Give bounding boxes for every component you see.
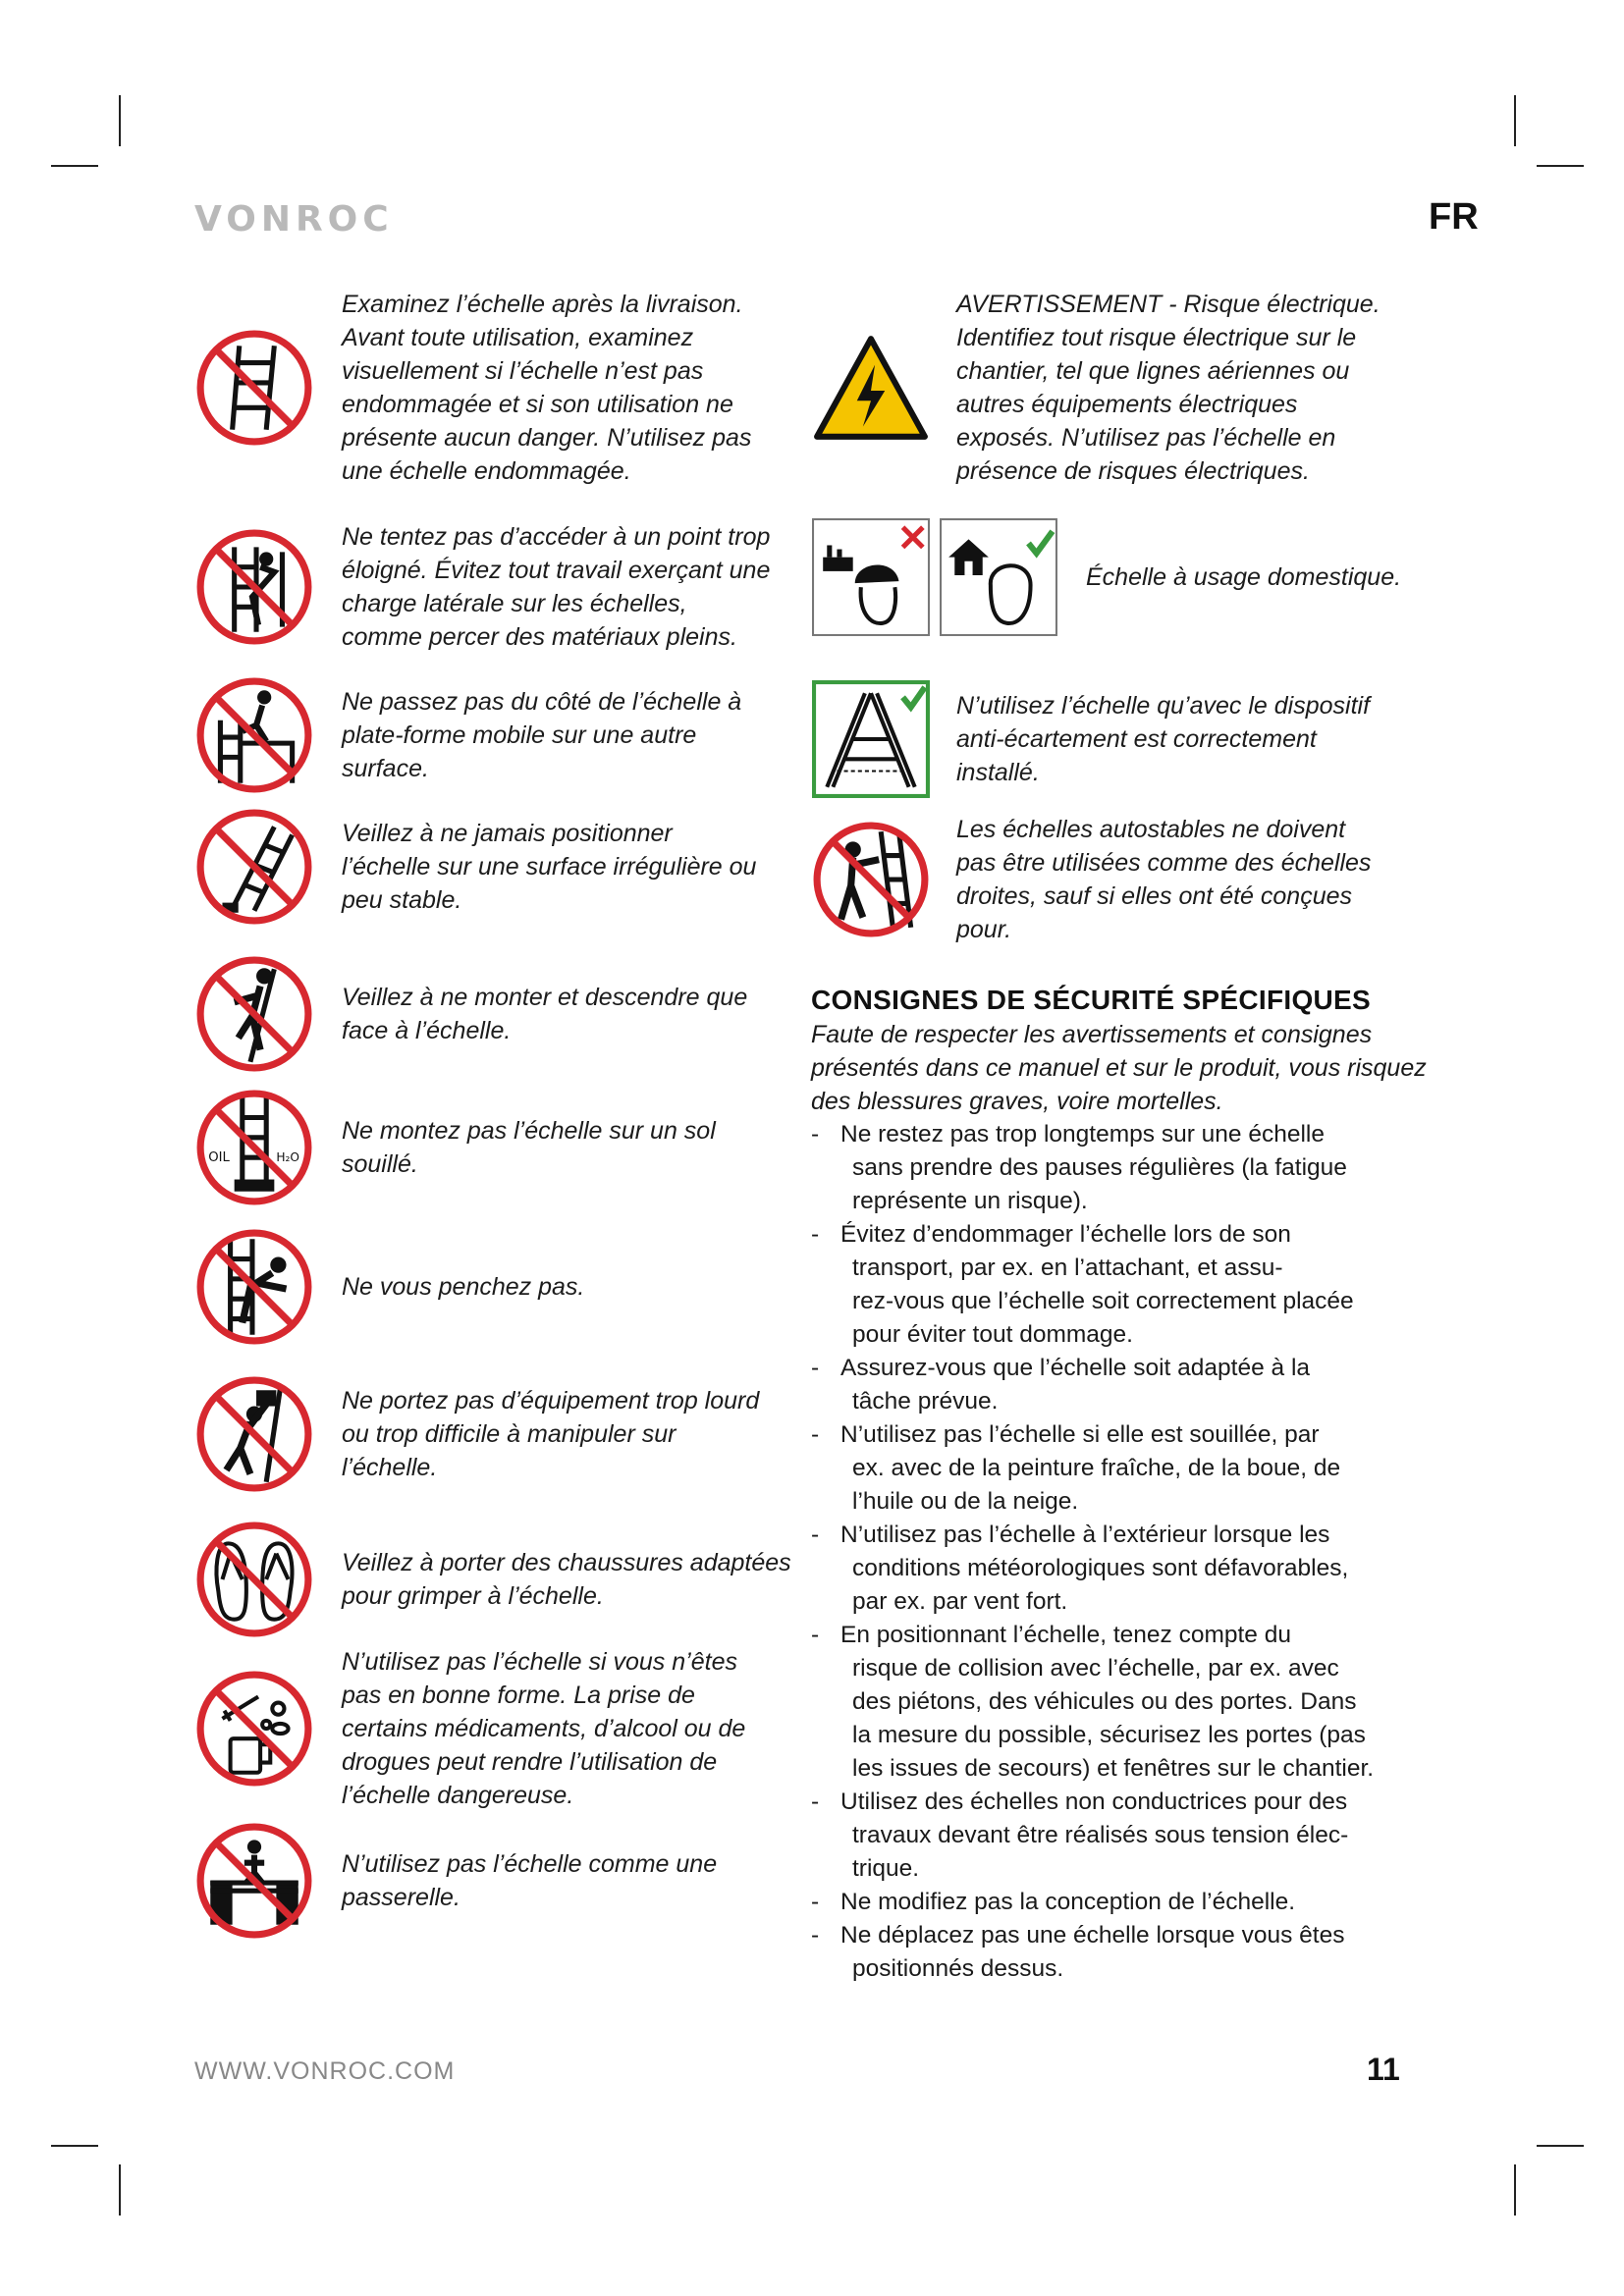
text-line: éloigné. Évitez tout travail exerçant une <box>342 557 771 584</box>
bullet-dash: - <box>811 1522 820 1548</box>
bullet-line: sans prendre des pauses régulières (la fatigue <box>852 1154 1347 1181</box>
leaning-prohibition-icon <box>194 1227 314 1347</box>
drugs-alcohol-prohibition-icon <box>194 1669 314 1789</box>
safety-item <box>194 288 751 488</box>
text-line: N’utilisez pas l’échelle si vous n’êtes <box>342 1648 737 1676</box>
bullet-line: représente un risque). <box>852 1188 1088 1214</box>
text-line: pour. <box>956 916 1012 943</box>
list-item <box>811 1118 1449 1218</box>
text-line: visuellement si l’échelle n’est pas <box>342 357 704 385</box>
text-line: autres équipements électriques <box>956 391 1298 418</box>
text-line: Ne vous penchez pas. <box>342 1273 585 1301</box>
text-line: Identifiez tout risque électrique sur le <box>956 324 1357 351</box>
bullet-line: Ne déplacez pas une échelle lorsque vous êtes <box>840 1922 1345 1949</box>
bullet-line: Ne modifiez pas la conception de l’échelle. <box>840 1889 1296 1915</box>
text-line: présence de risques électriques. <box>956 457 1310 485</box>
text-line: passerelle. <box>342 1884 460 1911</box>
item-text <box>342 685 741 785</box>
bullet-dash: - <box>811 1889 820 1915</box>
bullet-line: positionnés dessus. <box>852 1955 1064 1982</box>
crop-mark <box>1537 165 1584 167</box>
list-item <box>811 1519 1449 1619</box>
damaged-ladder-prohibition-icon <box>194 328 314 448</box>
item-text <box>342 981 747 1047</box>
step-off-platform-prohibition-icon <box>194 675 314 795</box>
text-line: charge latérale sur les échelles, <box>342 590 687 617</box>
text-line: anti-écartement est correctement <box>956 725 1317 753</box>
section-heading: CONSIGNES DE SÉCURITÉ SPÉCIFIQUES <box>811 985 1371 1015</box>
bullet-dash: - <box>811 1622 820 1648</box>
item-text <box>342 520 770 654</box>
text-line: Échelle à usage domestique. <box>1086 563 1402 591</box>
text-line: certains médicaments, d’alcool ou de <box>342 1715 746 1742</box>
text-line: présente aucun danger. N’utilisez pas <box>342 424 752 452</box>
item-text <box>956 288 1380 488</box>
bullet-line: Évitez d’endommager l’échelle lors de son <box>840 1221 1291 1248</box>
bullet-line: trique. <box>852 1855 920 1882</box>
item-text <box>342 817 756 917</box>
bullet-dash: - <box>811 1221 820 1248</box>
safety-item <box>194 1520 791 1639</box>
text-line: une échelle endommagée. <box>342 457 631 485</box>
professional-use-crossed-icon <box>811 517 931 637</box>
text-line: Ne portez pas d’équipement trop lourd <box>342 1387 760 1415</box>
spreader-installed-icon <box>811 679 931 799</box>
item-text <box>342 1114 716 1181</box>
item-text <box>1086 561 1401 594</box>
list-item <box>811 1218 1449 1352</box>
item-text <box>342 1270 584 1304</box>
safety-item <box>194 954 747 1074</box>
safety-item <box>194 520 770 654</box>
safety-item <box>194 1821 717 1941</box>
bridge-prohibition-icon <box>194 1821 314 1941</box>
text-line: face à l’échelle. <box>342 1017 512 1044</box>
bullet-line: Assurez-vous que l’échelle soit adaptée à la <box>840 1355 1311 1381</box>
item-text <box>342 1546 791 1613</box>
bullet-line: risque de collision avec l’échelle, par ex. avec <box>852 1655 1339 1682</box>
bullet-line: En positionnant l’échelle, tenez compte du <box>840 1622 1291 1648</box>
bullet-line: Utilisez des échelles non conductrices pour des <box>840 1789 1348 1815</box>
bullet-line: rez-vous que l’échelle soit correctement placée <box>852 1288 1354 1314</box>
text-line: Veillez à ne jamais positionner <box>342 820 673 847</box>
safety-item <box>811 813 1371 946</box>
safety-item <box>194 675 741 795</box>
bullet-line: les issues de secours) et fenêtres sur le chantier. <box>852 1755 1375 1782</box>
text-line: l’échelle. <box>342 1454 438 1481</box>
text-line: plate-forme mobile sur une autre <box>342 721 697 749</box>
text-line: AVERTISSEMENT - Risque électrique. <box>956 291 1380 318</box>
bullet-line: pour éviter tout dommage. <box>852 1321 1133 1348</box>
text-line: Les échelles autostables ne doivent <box>956 816 1346 843</box>
item-text <box>956 813 1371 946</box>
text-line: N’utilisez pas l’échelle comme une <box>342 1850 718 1878</box>
crop-mark <box>1514 2164 1516 2216</box>
bullet-dash: - <box>811 1421 820 1448</box>
text-line: Examinez l’échelle après la livraison. <box>342 291 743 318</box>
bullet-line: l’huile ou de la neige. <box>852 1488 1079 1515</box>
text-line: Veillez à ne monter et descendre que <box>342 984 748 1011</box>
safety-bullet-list <box>811 1118 1449 1986</box>
brand-logo: VONROC <box>194 199 394 240</box>
text-line: endommagée et si son utilisation ne <box>342 391 733 418</box>
uneven-surface-prohibition-icon <box>194 807 314 927</box>
contaminated-ground-prohibition-icon <box>194 1088 314 1207</box>
stepladder-as-straight-prohibition-icon <box>811 820 931 939</box>
water-label: H₂O <box>276 1150 300 1165</box>
text-line: souillé. <box>342 1150 418 1178</box>
item-text <box>342 288 751 488</box>
flip-flops-prohibition-icon <box>194 1520 314 1639</box>
bullet-line: tâche prévue. <box>852 1388 999 1415</box>
list-item <box>811 1919 1449 1986</box>
list-item <box>811 1786 1449 1886</box>
safety-item <box>194 1088 716 1207</box>
bullet-line: Ne restez pas trop longtemps sur une échelle <box>840 1121 1325 1148</box>
text-line: ou trop difficile à manipuler sur <box>342 1420 677 1448</box>
bullet-line: ex. avec de la peinture fraîche, de la boue, de <box>852 1455 1341 1481</box>
bullet-line: par ex. par vent fort. <box>852 1588 1068 1615</box>
crop-mark <box>1537 2145 1584 2147</box>
safety-item <box>811 288 1380 488</box>
item-text <box>342 1847 717 1914</box>
oil-label: OIL <box>208 1150 230 1166</box>
text-line: chantier, tel que lignes aériennes ou <box>956 357 1350 385</box>
text-line: installé. <box>956 759 1040 786</box>
bullet-line: N’utilisez pas l’échelle si elle est souillée, par <box>840 1421 1320 1448</box>
safety-item <box>194 807 756 927</box>
safety-item <box>194 1227 584 1347</box>
list-item <box>811 1619 1449 1786</box>
list-item <box>811 1418 1449 1519</box>
text-line: N’utilisez l’échelle qu’avec le dispositif <box>956 692 1371 720</box>
text-line: pas être utilisées comme des échelles <box>956 849 1372 877</box>
text-line: pour grimper à l’échelle. <box>342 1582 604 1610</box>
bullet-line: des piétons, des véhicules ou des portes. Dans <box>852 1688 1357 1715</box>
text-line: droites, sauf si elles ont été conçues <box>956 882 1353 910</box>
climb-facing-away-prohibition-icon <box>194 954 314 1074</box>
bullet-dash: - <box>811 1922 820 1949</box>
bullet-dash: - <box>811 1121 820 1148</box>
item-text <box>342 1645 745 1812</box>
bullet-line: la mesure du possible, sécurisez les portes (pas <box>852 1722 1366 1748</box>
text-line: Ne montez pas l’échelle sur un sol <box>342 1117 716 1145</box>
text-line: l’échelle sur une surface irrégulière ou <box>342 853 757 881</box>
crop-mark <box>51 2145 98 2147</box>
text-line: drogues peut rendre l’utilisation de <box>342 1748 718 1776</box>
safety-item <box>811 679 1370 799</box>
domestic-use-icon <box>939 517 1058 637</box>
bullet-line: conditions météorologiques sont défavorables, <box>852 1555 1349 1581</box>
text-line: Ne passez pas du côté de l’échelle à <box>342 688 742 716</box>
text-line: pas en bonne forme. La prise de <box>342 1682 695 1709</box>
language-code: FR <box>1429 196 1479 238</box>
list-item <box>811 1352 1449 1418</box>
text-line: surface. <box>342 755 429 782</box>
footer-url: WWW.VONROC.COM <box>194 2057 456 2085</box>
text-line: Veillez à porter des chaussures adaptées <box>342 1549 791 1576</box>
bullet-line: N’utilisez pas l’échelle à l’extérieur lorsque les <box>840 1522 1330 1548</box>
item-text <box>956 689 1370 789</box>
heavy-equipment-prohibition-icon <box>194 1374 314 1494</box>
text-line: comme percer des matériaux pleins. <box>342 623 737 651</box>
crop-mark <box>119 2164 121 2216</box>
safety-item <box>194 1645 745 1812</box>
electrical-hazard-warning-icon <box>811 330 931 446</box>
item-text <box>342 1384 759 1484</box>
text-line: Ne tentez pas d’accéder à un point trop <box>342 523 771 551</box>
safety-item <box>194 1374 759 1494</box>
text-line: peu stable. <box>342 886 462 914</box>
text-line: l’échelle dangereuse. <box>342 1782 574 1809</box>
text-line: exposés. N’utilisez pas l’échelle en <box>956 424 1336 452</box>
bullet-dash: - <box>811 1789 820 1815</box>
crop-mark <box>119 95 121 146</box>
safety-item <box>811 517 1401 637</box>
overreach-prohibition-icon <box>194 527 314 647</box>
page-number: 11 <box>1367 2052 1400 2087</box>
crop-mark <box>51 165 98 167</box>
bullet-line: travaux devant être réalisés sous tension élec- <box>852 1822 1349 1848</box>
crop-mark <box>1514 95 1516 146</box>
bullet-line: transport, par ex. en l’attachant, et assu- <box>852 1255 1283 1281</box>
list-item <box>811 1886 1449 1919</box>
section-intro: Faute de respecter les avertissements et consignes présentés dans ce manuel et sur le produit, vous risquez des blessures graves, voire mortelles. <box>811 1021 1427 1115</box>
text-line: Avant toute utilisation, examinez <box>342 324 694 351</box>
bullet-dash: - <box>811 1355 820 1381</box>
